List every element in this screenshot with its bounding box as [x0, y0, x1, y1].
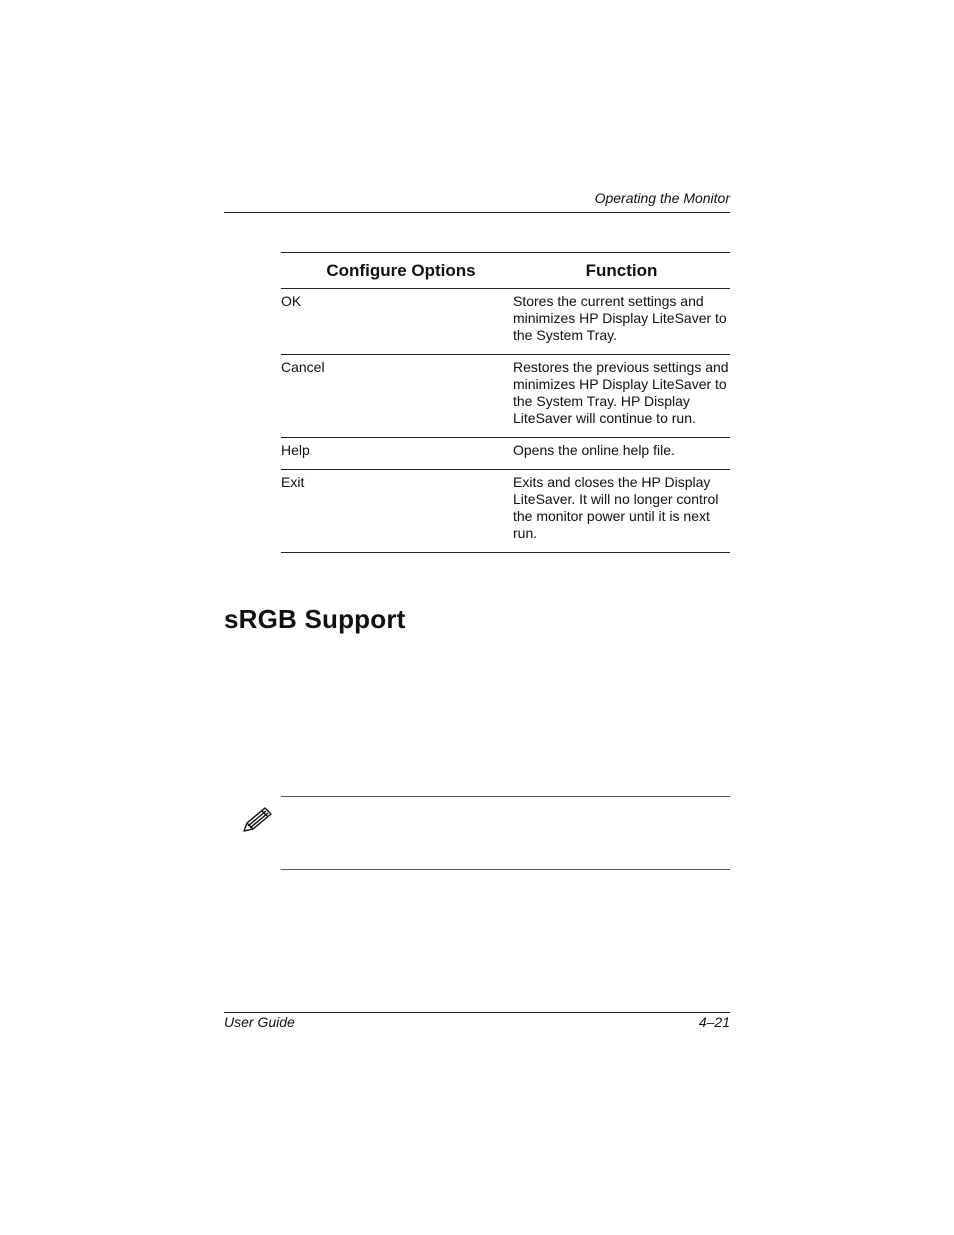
option-cell: OK	[281, 289, 513, 355]
footer-rule	[224, 1012, 730, 1013]
column-header-options: Configure Options	[281, 253, 513, 289]
option-cell: Cancel	[281, 355, 513, 438]
function-cell: Opens the online help file.	[513, 438, 730, 470]
page-number: 4–21	[698, 1014, 730, 1030]
function-cell: Restores the previous settings and minimizes HP Display LiteSaver to the System Tray. HP Display LiteSaver will continue to run.	[513, 355, 730, 438]
function-cell: Stores the current settings and minimizes HP Display LiteSaver to the System Tray.	[513, 289, 730, 355]
section-heading: sRGB Support	[224, 604, 406, 634]
table-row	[281, 289, 730, 355]
option-cell: Help	[281, 438, 513, 470]
configure-options-table	[281, 252, 730, 553]
header-rule	[224, 212, 730, 213]
note-top-rule	[281, 796, 730, 797]
table-row	[281, 438, 730, 470]
table-header-row	[281, 253, 730, 289]
table-row	[281, 470, 730, 553]
note-bottom-rule	[281, 869, 730, 870]
function-cell: Exits and closes the HP Display LiteSaver. It will no longer control the monitor power until it is next run.	[513, 470, 730, 553]
running-head: Operating the Monitor	[594, 190, 730, 206]
table-row	[281, 355, 730, 438]
column-header-function: Function	[513, 253, 730, 289]
option-cell: Exit	[281, 470, 513, 553]
footer-title: User Guide	[224, 1014, 295, 1030]
pencil-note-icon	[240, 805, 276, 835]
